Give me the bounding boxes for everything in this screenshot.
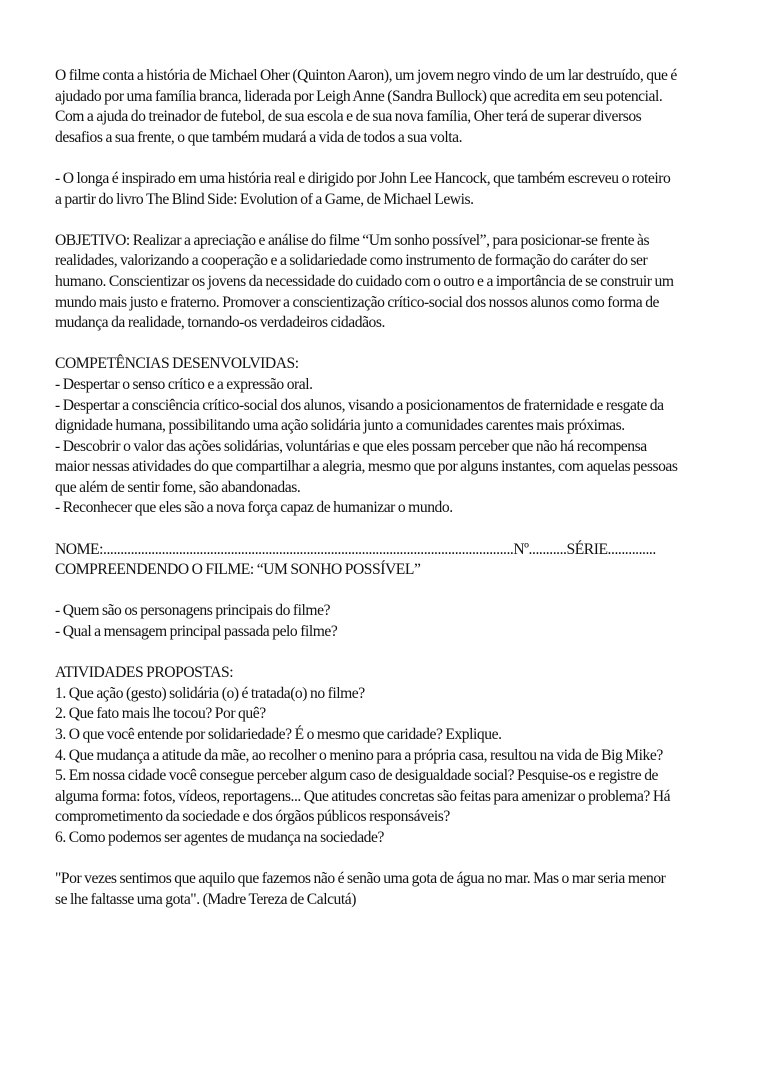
text-line: "Por vezes sentimos que aquilo que fazemos não é senão uma gota de água no mar. Mas o mar seria menor: [55, 870, 666, 888]
text-line: comprometimento da sociedade e dos órgãos públicos responsáveis?: [55, 808, 450, 826]
text-line: - Quem são os personagens principais do filme?: [55, 602, 331, 620]
text-line: mudança da realidade, tornando-os verdadeiros cidadãos.: [55, 314, 385, 332]
text-line: humano. Conscientizar os jovens da necessidade do cuidado com o outro e a importância de se construir um: [55, 272, 674, 290]
text-line: 6. Como podemos ser agentes de mudança na sociedade?: [55, 828, 384, 846]
text-line: dignidade humana, possibilitando uma ação solidária junto a comunidades carentes mais próximas.: [55, 417, 625, 435]
text-line: - Despertar o senso crítico e a expressão oral.: [55, 375, 313, 393]
synopsis-paragraph: [55, 66, 735, 148]
inspiration-paragraph: [55, 169, 735, 210]
text-line: 3. O que você entende por solidariedade? É o mesmo que caridade? Explique.: [55, 726, 502, 743]
questions-paragraph: [55, 601, 735, 642]
text-line: se lhe faltasse uma gota". (Madre Tereza de Calcutá): [55, 890, 357, 908]
text-line: a partir do livro The Blind Side: Evolution of a Game, de Michael Lewis.: [55, 190, 474, 208]
text-line: NOME:.......................................................................................................................Nº...........SÉRIE..............: [55, 540, 656, 558]
text-line: maior nessas atividades do que compartilhar a alegria, mesmo que por alguns instantes, com aquelas pessoas: [55, 458, 678, 476]
text-line: 1. Que ação (gesto) solidária (o) é tratada(o) no filme?: [55, 684, 365, 702]
text-line: 5. Em nossa cidade você consegue perceber algum caso de desigualdade social? Pesquise-os e registre de: [55, 767, 659, 785]
text-line: realidades, valorizando a cooperação e a solidariedade como instrumento de formação do caráter do ser: [55, 252, 648, 270]
text-line: 2. Que fato mais lhe tocou? Por quê?: [55, 705, 266, 723]
text-line: - Qual a mensagem principal passada pelo filme?: [55, 623, 338, 641]
text-line: - Descobrir o valor das ações solidárias, voluntárias e que eles possam perceber que não há recompensa: [55, 437, 647, 455]
text-line: desafios a sua frente, o que também mudará a vida de todos a sua volta.: [55, 128, 463, 146]
header-form-paragraph: [55, 540, 735, 581]
text-line: - Reconhecer que eles são a nova força capaz de humanizar o mundo.: [55, 499, 453, 517]
text-line: 4. Que mudança a atitude da mãe, ao recolher o menino para a própria casa, resultou na vida de Big Mike?: [55, 746, 663, 764]
text-line: OBJETIVO: Realizar a apreciação e análise do filme “Um sonho possível”, para posicionar-se frente às: [55, 231, 650, 249]
quote-paragraph: [55, 869, 735, 910]
text-line: COMPETÊNCIAS DESENVOLVIDAS:: [55, 355, 299, 373]
text-line: O filme conta a história de Michael Oher (Quinton Aaron), um jovem negro vindo de um lar destruído, que é: [55, 67, 677, 84]
text-line: Com a ajuda do treinador de futebol, de sua escola e de sua nova família, Oher terá de superar diversos: [55, 108, 642, 126]
activities-paragraph: [55, 663, 735, 848]
competencies-paragraph: [55, 354, 735, 519]
text-line: mundo mais justo e fraterno. Promover a conscientização crítico-social dos nossos alunos como forma de: [55, 293, 660, 311]
text-line: COMPREENDENDO O FILME: “UM SONHO POSSÍVEL”: [55, 561, 421, 579]
text-line: ATIVIDADES PROPOSTAS:: [55, 664, 234, 682]
objective-paragraph: [55, 231, 735, 334]
text-line: ajudado por uma família branca, liderada por Leigh Anne (Sandra Bullock) que acredita em seu potencial.: [55, 87, 663, 105]
text-line: - Despertar a consciência crítico-social dos alunos, visando a posicionamentos de fraternidade e resgate da: [55, 396, 664, 414]
text-line: - O longa é inspirado em uma história real e dirigido por John Lee Hancock, que também escreveu o roteiro: [55, 169, 671, 187]
text-line: alguma forma: fotos, vídeos, reportagens... Que atitudes concretas são feitas para amenizar o problema? Há: [55, 787, 671, 805]
text-line: que além de sentir fome, são abandonadas.: [55, 478, 301, 496]
document-page: [55, 66, 735, 931]
